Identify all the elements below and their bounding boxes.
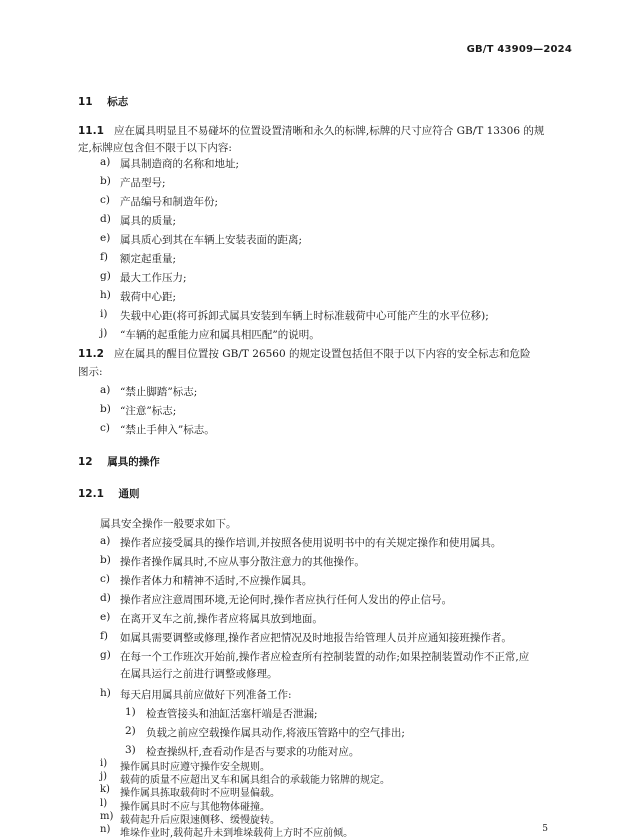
list-item-text: 操作者应注意周围环境,无论何时,操作者应执行任何人发出的停止信号。 — [120, 594, 453, 606]
list-item-label: l) — [100, 797, 108, 809]
section-title: 标志 — [107, 96, 129, 108]
clause-11-2-line2: 图示: — [78, 366, 103, 378]
list-item-text: 产品编号和制造年份; — [120, 196, 219, 208]
list-item-text: 在离开叉车之前,操作者应将属具放到地面。 — [120, 613, 323, 625]
list-item-label: b) — [100, 403, 111, 415]
subsection-12-1-heading — [78, 486, 140, 501]
list-item-text: 操作者操作属具时,不应从事分散注意力的其他操作。 — [120, 556, 365, 568]
list-item-label: c) — [100, 422, 110, 434]
list-item-label: n) — [100, 824, 111, 835]
sublist-item-text: 负载之前应空载操作属具动作,将液压管路中的空气排出; — [146, 727, 405, 739]
clause-11-1-line2: 定,标牌应包含但不限于以下内容: — [78, 142, 232, 154]
list-item-label: a) — [100, 384, 111, 396]
list-item-label: b) — [100, 175, 111, 187]
list-item-text: 操作者体力和精神不适时,不应操作属具。 — [120, 575, 313, 587]
section-title: 属具的操作 — [107, 456, 160, 468]
list-item-text: 如属具需要调整或修理,操作者应把情况及时地报告给管理人员并应通知接班操作者。 — [120, 632, 512, 644]
clause-number: 11.1 — [78, 125, 104, 137]
list-item-text: “注意”标志; — [120, 405, 177, 417]
list-item-text: “车辆的起重能力应和属具相匹配”的说明。 — [120, 329, 320, 341]
list-item-label: j) — [100, 327, 108, 339]
list-item-text: 在每一个工作班次开始前,操作者应检查所有控制装置的动作;如果控制装置动作不正常,应 — [120, 651, 530, 663]
list-item-text: “禁止脚踏”标志; — [120, 386, 198, 398]
list-item-text: 操作者应接受属具的操作培训,并按照各使用说明书中的有关规定操作和使用属具。 — [120, 537, 502, 549]
list-item-label: g) — [100, 270, 111, 282]
list-item-text: 额定起重量; — [120, 253, 177, 265]
list-item-text: 属具制造商的名称和地址; — [120, 158, 240, 170]
list-item-label: b) — [100, 554, 111, 566]
section-11-heading — [78, 94, 128, 109]
list-item-text: 每天启用属具前应做好下列准备工作: — [120, 689, 292, 701]
intro-text: 属具安全操作一般要求如下。 — [100, 518, 237, 530]
list-item-label: d) — [100, 592, 111, 604]
list-item-text: 操作属具时应遵守操作安全规则。 — [120, 762, 270, 773]
standard-code-header: GB/T 43909—2024 — [466, 44, 572, 55]
list-item-label: d) — [100, 213, 111, 225]
list-item-text: 产品型号; — [120, 177, 166, 189]
list-item-text: 载荷的质量不应超出叉车和属具组合的承载能力铭牌的规定。 — [120, 775, 390, 787]
clause-11-2-line1 — [78, 347, 578, 361]
clause-11-1-line1 — [78, 124, 578, 138]
sublist-item-label: 2) — [125, 725, 136, 737]
list-item-label: j) — [100, 771, 108, 783]
list-item-label: k) — [100, 784, 110, 796]
list-item-text: “禁止手伸入”标志。 — [120, 424, 215, 436]
list-item-label: g) — [100, 649, 111, 661]
list-item-text: 操作属具时不应与其他物体碰撞。 — [120, 801, 270, 813]
list-item-label: c) — [100, 573, 110, 585]
clause-text: 应在属具明显且不易碰坏的位置设置清晰和永久的标牌,标牌的尺寸应符合 GB/T 13306 的规 — [113, 125, 545, 137]
list-item-text: 属具质心到其在车辆上安装表面的距离; — [120, 234, 303, 246]
sublist-item-label: 1) — [125, 706, 136, 718]
sublist-item-text: 检查操纵杆,查看动作是否与要求的功能对应。 — [146, 746, 360, 758]
list-item-text: 载荷中心距; — [120, 291, 177, 303]
list-item-text: 操作属具拣取载荷时不应明显偏载。 — [120, 788, 280, 800]
sublist-item-label: 3) — [125, 744, 136, 756]
list-item-label: e) — [100, 232, 111, 244]
subsection-title: 通则 — [118, 488, 140, 500]
list-item-label: f) — [100, 251, 108, 263]
list-item-text: 堆垛作业时,载荷起升未到堆垛载荷上方时不应前倾。 — [120, 828, 354, 839]
section-number: 12 — [78, 456, 93, 468]
sublist-item-text: 检查管接头和油缸活塞杆端是否泄漏; — [146, 708, 318, 720]
subsection-number: 12.1 — [78, 488, 104, 500]
list-item-label: e) — [100, 611, 111, 623]
clause-text: 应在属具的醒目位置按 GB/T 26560 的规定设置包括但不限于以下内容的安全标志和危险 — [113, 348, 531, 360]
section-12-heading — [78, 454, 160, 469]
list-item-text: 失载中心距(将可拆卸式属具安装到车辆上时标准载荷中心可能产生的水平位移); — [120, 310, 489, 322]
list-item-label: m) — [100, 810, 114, 822]
list-item-label: h) — [100, 687, 111, 699]
list-item-label: a) — [100, 156, 111, 168]
list-item-label: i) — [100, 308, 108, 320]
section-number: 11 — [78, 96, 93, 108]
list-item-text-continued: 在属具运行之前进行调整或修理。 — [120, 668, 278, 680]
list-item-label: i) — [100, 758, 108, 769]
list-item-text: 最大工作压力; — [120, 272, 187, 284]
clause-number: 11.2 — [78, 348, 104, 360]
list-item-label: c) — [100, 194, 110, 206]
list-item-label: a) — [100, 535, 111, 547]
list-item-text: 属具的质量; — [120, 215, 177, 227]
list-item-label: h) — [100, 289, 111, 301]
list-item-text: 载荷起升后应限速侧移、缓慢旋转。 — [120, 814, 280, 826]
page-number: 5 — [542, 824, 548, 834]
list-item-label: f) — [100, 630, 108, 642]
